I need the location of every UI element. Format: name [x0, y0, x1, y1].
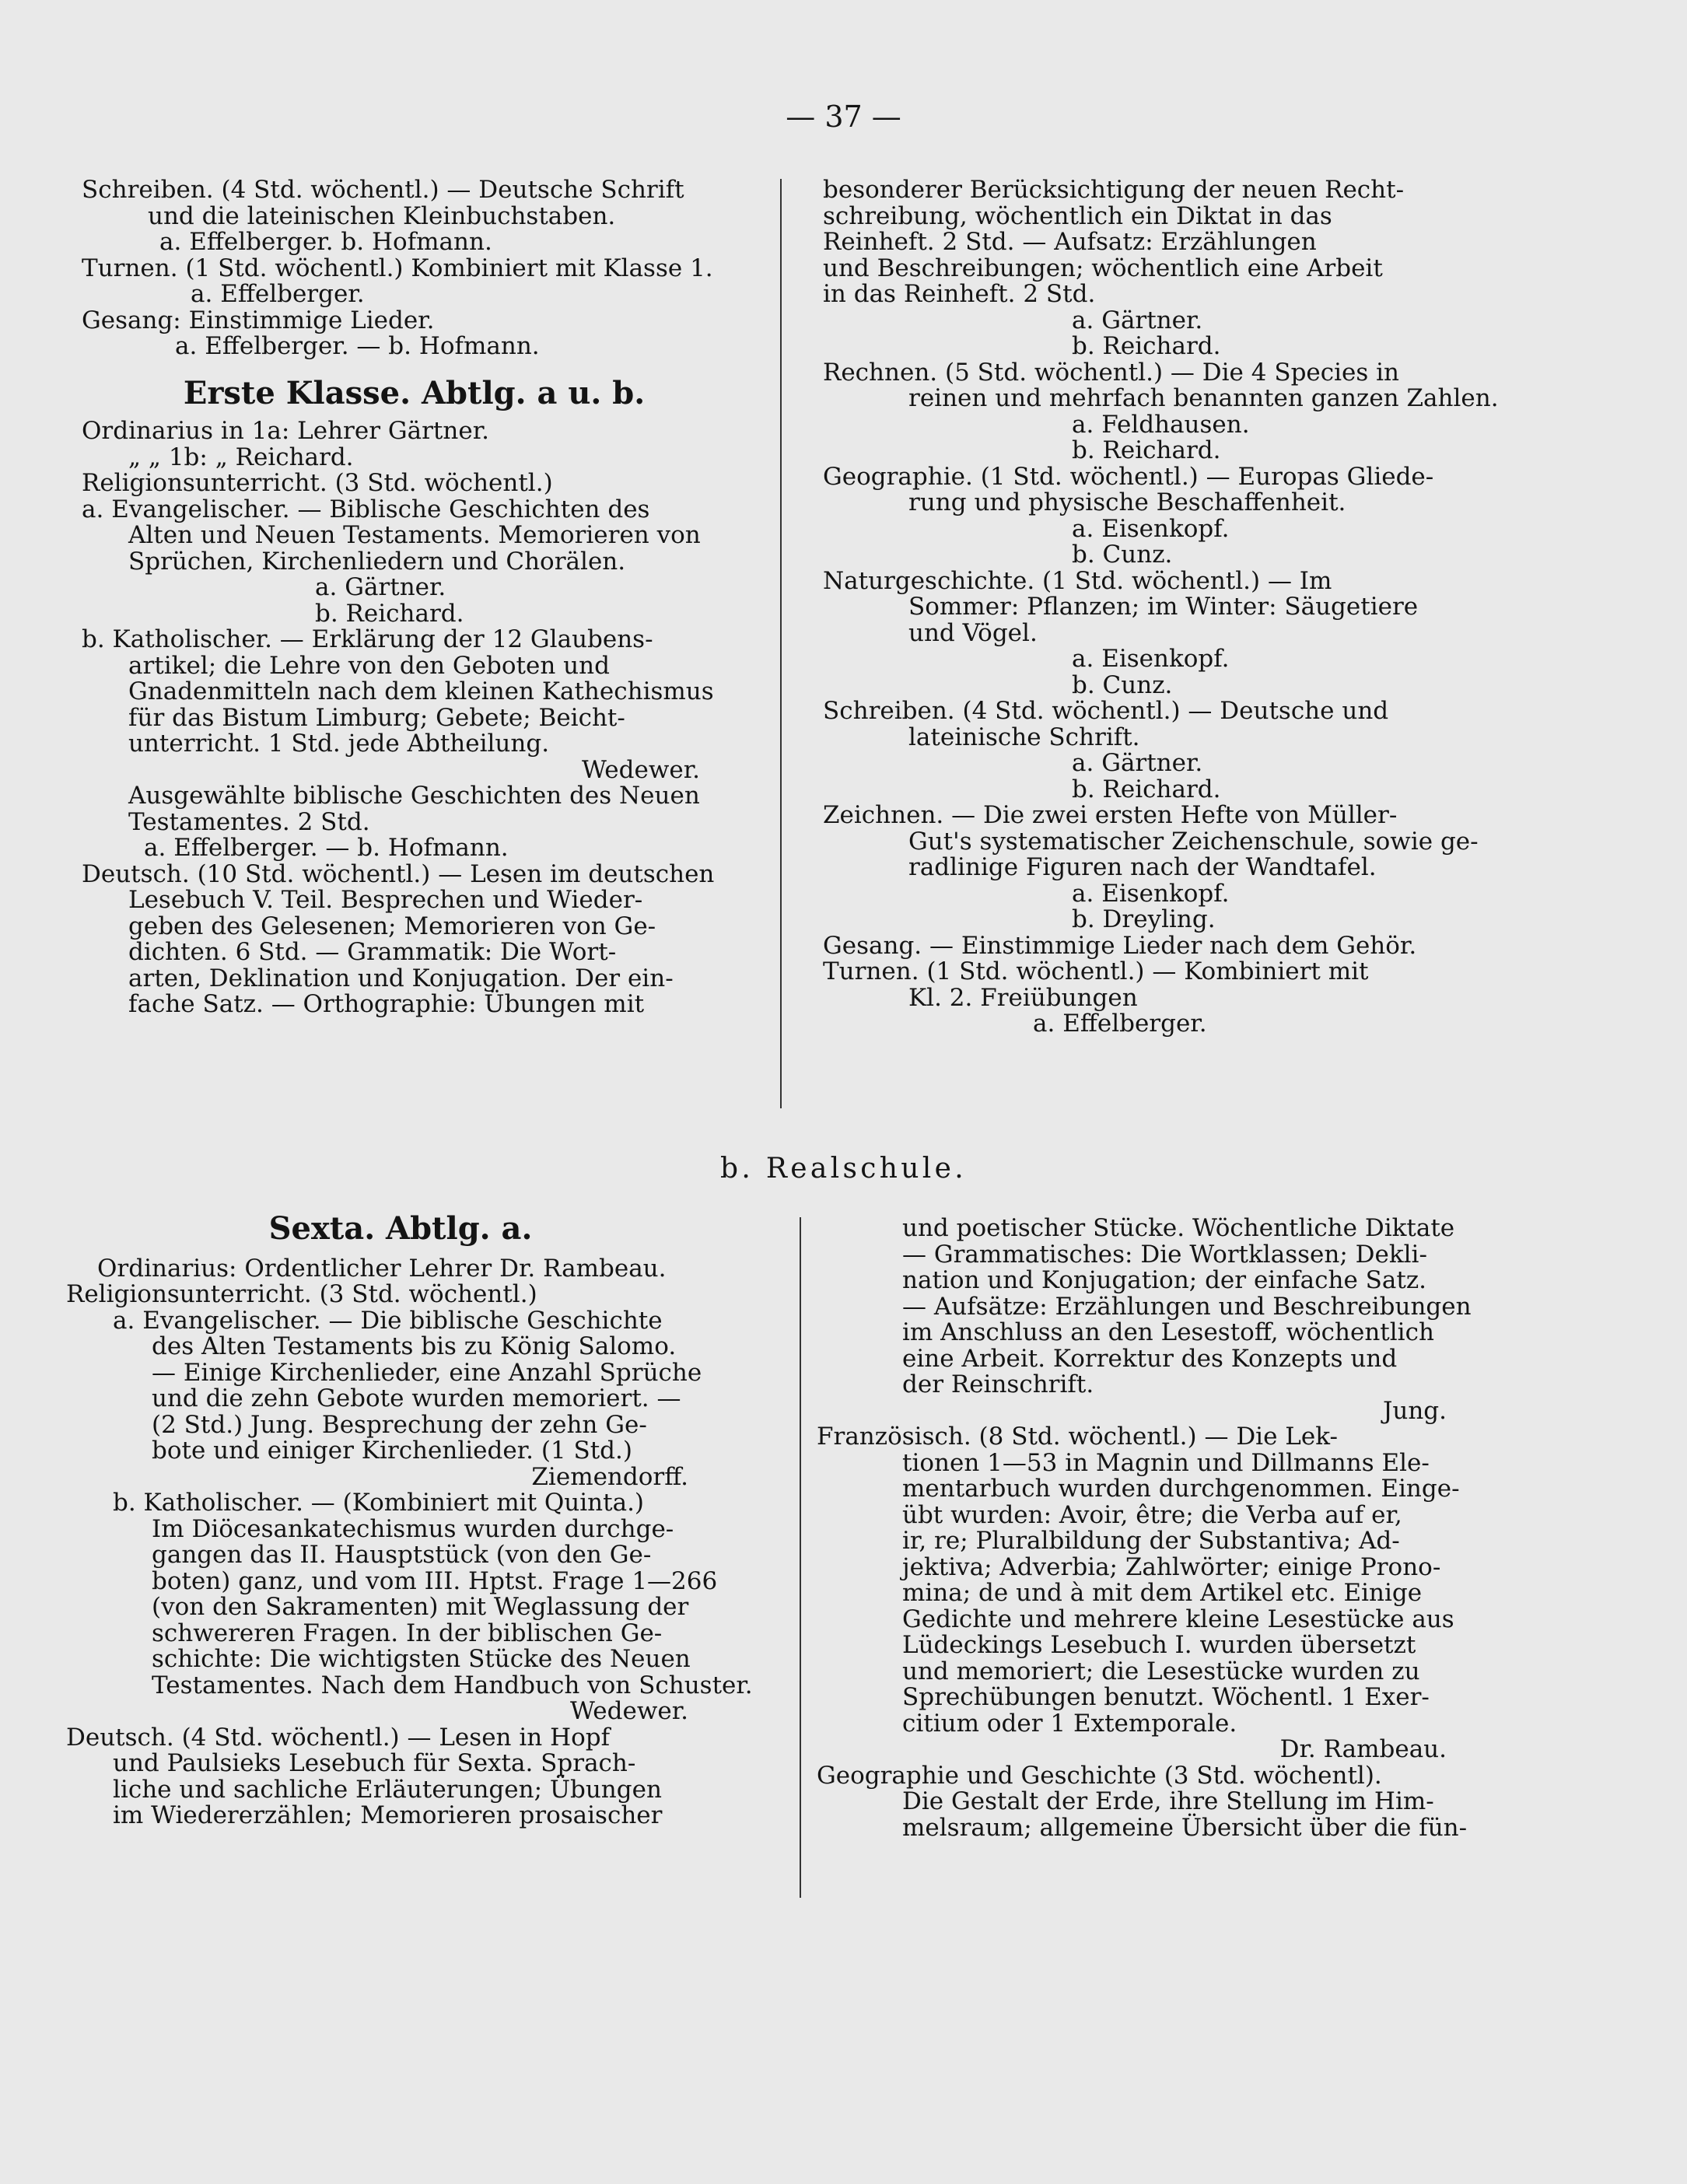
text-line: artikel; die Lehre von den Geboten und [128, 651, 610, 680]
text-line: Im Diöcesankatechismus wurden durchge- [152, 1514, 674, 1543]
text-line: jektiva; Adverbia; Zahlwörter; einige Prono- [902, 1552, 1441, 1581]
text-line: Religionsunterricht. (3 Std. wöchentl.) [82, 469, 553, 497]
text-line: a. Eisenkopf. [1072, 514, 1230, 543]
text-line: Sprechübungen benutzt. Wöchentl. 1 Exer- [902, 1683, 1430, 1711]
text-line: und Beschreibungen; wöchentlich eine Arbeit [823, 254, 1383, 282]
text-line: radlinige Figuren nach der Wandtafel. [908, 853, 1377, 881]
text-line: a. Effelberger. b. Hofmann. [159, 228, 492, 256]
text-line: im Wiedererzählen; Memorieren prosaischer [113, 1801, 663, 1829]
text-line: Gesang. — Einstimmige Lieder nach dem Gehör. [823, 931, 1417, 960]
text-line: und Vögel. [908, 618, 1038, 647]
text-line: in das Reinheft. 2 Std. [823, 280, 1096, 308]
text-line: schwereren Fragen. In der biblischen Ge- [152, 1619, 663, 1647]
top-left-column [82, 177, 747, 1018]
section-heading-realschule: b. Realschule. [719, 1153, 968, 1185]
column-divider-bottom [800, 1217, 801, 1898]
text-line: b. Reichard. [1072, 436, 1221, 464]
text-line: und Paulsieks Lesebuch für Sexta. Sprach- [113, 1749, 636, 1777]
text-line: Reinheft. 2 Std. — Aufsatz: Erzählungen [823, 228, 1317, 256]
text-line: unterricht. 1 Std. jede Abtheilung. [128, 730, 550, 758]
text-line: b. Reichard. [1072, 775, 1221, 803]
text-line: Naturgeschichte. (1 Std. wöchentl.) — Im [823, 566, 1332, 595]
text-line: a. Effelberger. [1033, 1010, 1207, 1038]
text-line: b. Reichard. [1072, 332, 1221, 360]
text-line: a. Gärtner. [315, 573, 446, 601]
text-line: Jung. [1382, 1396, 1447, 1425]
text-line: Ordinarius in 1a: Lehrer Gärtner. [82, 417, 489, 445]
text-line: Schreiben. (4 Std. wöchentl.) — Deutsche Schrift [82, 176, 684, 204]
text-line: a. Effelberger. — b. Hofmann. [175, 332, 540, 360]
text-line: Wedewer. [569, 1697, 688, 1725]
text-line: Dr. Rambeau. [1279, 1735, 1447, 1763]
text-line: a. Gärtner. [1072, 306, 1203, 334]
text-line: b. Katholischer. — (Kombiniert mit Quinta.) [113, 1489, 645, 1517]
text-line: — Grammatisches: Die Wortklassen; Dekli- [902, 1240, 1427, 1269]
bottom-right-column [817, 1216, 1493, 1841]
text-line: ir, re; Pluralbildung der Substantiva; Ad- [902, 1527, 1400, 1555]
text-line: der Reinschrift. [902, 1370, 1094, 1398]
text-line: gangen das II. Hausptstück (von den Ge- [152, 1541, 652, 1569]
text-line: boten) ganz, und vom III. Hptst. Frage 1—266 [152, 1566, 718, 1595]
text-line: Sprüchen, Kirchenliedern und Chorälen. [128, 547, 626, 576]
text-line: Geographie. (1 Std. wöchentl.) — Europas Gliede- [823, 462, 1434, 491]
text-line: und die lateinischen Kleinbuchstaben. [148, 201, 616, 230]
text-line: Zeichnen. — Die zwei ersten Hefte von Müller- [823, 801, 1398, 829]
text-line: Gesang: Einstimmige Lieder. [82, 306, 435, 334]
text-line: Religionsunterricht. (3 Std. wöchentl.) [66, 1280, 537, 1308]
text-line: Gedichte und mehrere kleine Lesestücke aus [902, 1605, 1454, 1633]
text-line: Rechnen. (5 Std. wöchentl.) — Die 4 Species in [823, 358, 1400, 387]
text-line: und memoriert; die Lesestücke wurden zu [902, 1657, 1420, 1685]
text-line: a. Feldhausen. [1072, 410, 1250, 439]
text-line: nation und Konjugation; der einfache Satz. [902, 1266, 1427, 1294]
top-right-column [823, 176, 1499, 1038]
text-line: Ausgewählte biblische Geschichten des Neuen [128, 782, 700, 810]
text-line: bote und einiger Kirchenlieder. (1 Std.) [152, 1437, 632, 1465]
text-line: — Einige Kirchenlieder, eine Anzahl Sprüche [152, 1358, 702, 1387]
page-number: — 37 — [786, 100, 901, 134]
text-line: Lesebuch V. Teil. Besprechen und Wieder- [128, 886, 643, 914]
text-line: a. Gärtner. [1072, 749, 1203, 777]
text-line: eine Arbeit. Korrektur des Konzepts und [902, 1344, 1398, 1373]
text-line: Testamentes. Nach dem Handbuch von Schuster. [152, 1671, 753, 1699]
text-line: — Aufsätze: Erzählungen und Beschreibungen [902, 1292, 1472, 1321]
text-line: Die Gestalt der Erde, ihre Stellung im Him- [902, 1787, 1434, 1815]
text-line: a. Eisenkopf. [1072, 879, 1230, 908]
text-line: a. Evangelischer. — Die biblische Geschichte [113, 1306, 663, 1335]
text-line: Lüdeckings Lesebuch I. wurden übersetzt [902, 1631, 1416, 1659]
text-line: b. Katholischer. — Erklärung der 12 Glaubens- [82, 625, 653, 653]
text-line: lateinische Schrift. [908, 723, 1140, 751]
text-line: Turnen. (1 Std. wöchentl.) — Kombiniert mit [823, 957, 1369, 985]
text-line: Schreiben. (4 Std. wöchentl.) — Deutsche und [823, 697, 1389, 725]
text-line: dichten. 6 Std. — Grammatik: Die Wort- [128, 938, 617, 966]
text-line: reinen und mehrfach benannten ganzen Zahlen. [908, 384, 1499, 412]
text-line: liche und sachliche Erläuterungen; Übungen [113, 1775, 662, 1804]
text-line: für das Bistum Limburg; Gebete; Beicht- [128, 703, 625, 732]
text-line: arten, Deklination und Konjugation. Der ein- [128, 964, 674, 992]
text-line: b. Dreyling. [1072, 905, 1216, 933]
text-line: geben des Gelesenen; Memorieren von Ge- [128, 912, 656, 940]
text-line: Deutsch. (10 Std. wöchentl.) — Lesen im deutschen [82, 859, 715, 888]
text-line: (2 Std.) Jung. Besprechung der zehn Ge- [152, 1410, 647, 1439]
text-line: und poetischer Stücke. Wöchentliche Diktate [902, 1214, 1455, 1242]
section-subheading: Sexta. Abtlg. a. [268, 1210, 533, 1247]
text-line: citium oder 1 Extemporale. [902, 1709, 1237, 1738]
text-line: im Anschluss an den Lesestoff, wöchentlich [902, 1318, 1434, 1346]
bottom-left-column [66, 1210, 753, 1829]
text-line: fache Satz. — Orthographie: Übungen mit [128, 990, 645, 1018]
text-line: übt wurden: Avoir, être; die Verba auf er, [902, 1500, 1402, 1529]
text-line: Ziemendorff. [531, 1462, 688, 1491]
text-line: schichte: Die wichtigsten Stücke des Neuen [152, 1645, 691, 1673]
text-line: Wedewer. [581, 755, 700, 784]
text-line: Kl. 2. Freiübungen [908, 983, 1138, 1012]
text-line: Turnen. (1 Std. wöchentl.) Kombiniert mit Klasse 1. [82, 254, 713, 282]
text-line: tionen 1—53 in Magnin und Dillmanns Ele- [902, 1448, 1430, 1477]
text-line: und die zehn Gebote wurden memoriert. — [152, 1384, 681, 1412]
text-line: b. Cunz. [1072, 670, 1173, 699]
text-line: Testamentes. 2 Std. [128, 807, 370, 836]
text-line: besonderer Berücksichtigung der neuen Recht- [823, 176, 1405, 204]
text-line: mina; de und à mit dem Artikel etc. Einige [902, 1579, 1423, 1607]
text-line: a. Effelberger. [191, 280, 365, 308]
text-line: schreibung, wöchentlich ein Diktat in das [823, 201, 1332, 230]
text-line: Französisch. (8 Std. wöchentl.) — Die Lek- [817, 1423, 1338, 1451]
text-line: Deutsch. (4 Std. wöchentl.) — Lesen in Hopf [66, 1723, 611, 1752]
text-line: (von den Sakramenten) mit Weglassung der [152, 1593, 689, 1621]
text-line: Gut's systematischer Zeichenschule, sowie ge- [908, 827, 1479, 856]
text-line: rung und physische Beschaffenheit. [908, 488, 1346, 516]
text-line: mentarbuch wurden durchgenommen. Einge- [902, 1475, 1460, 1503]
text-line: Gnadenmitteln nach dem kleinen Kathechismus [128, 677, 714, 705]
text-line: Alten und Neuen Testaments. Memorieren von [128, 521, 701, 549]
text-line: a. Effelberger. — b. Hofmann. [144, 834, 509, 862]
text-line: a. Evangelischer. — Biblische Geschichten des [82, 495, 650, 523]
text-line: Sommer: Pflanzen; im Winter: Säugetiere [908, 593, 1419, 621]
column-divider-top [780, 179, 782, 1108]
text-line: melsraum; allgemeine Übersicht über die fün- [902, 1813, 1468, 1842]
text-line: Ordinarius: Ordentlicher Lehrer Dr. Rambeau. [97, 1254, 667, 1283]
text-line: des Alten Testaments bis zu König Salomo. [152, 1332, 677, 1360]
section-subheading: Erste Klasse. Abtlg. a u. b. [183, 374, 646, 411]
text-line: „ „ 1b: „ Reichard. [128, 443, 354, 471]
text-line: Geographie und Geschichte (3 Std. wöchentl). [817, 1761, 1382, 1790]
text-line: b. Cunz. [1072, 541, 1173, 569]
text-line: b. Reichard. [315, 599, 464, 628]
text-line: a. Eisenkopf. [1072, 645, 1230, 673]
